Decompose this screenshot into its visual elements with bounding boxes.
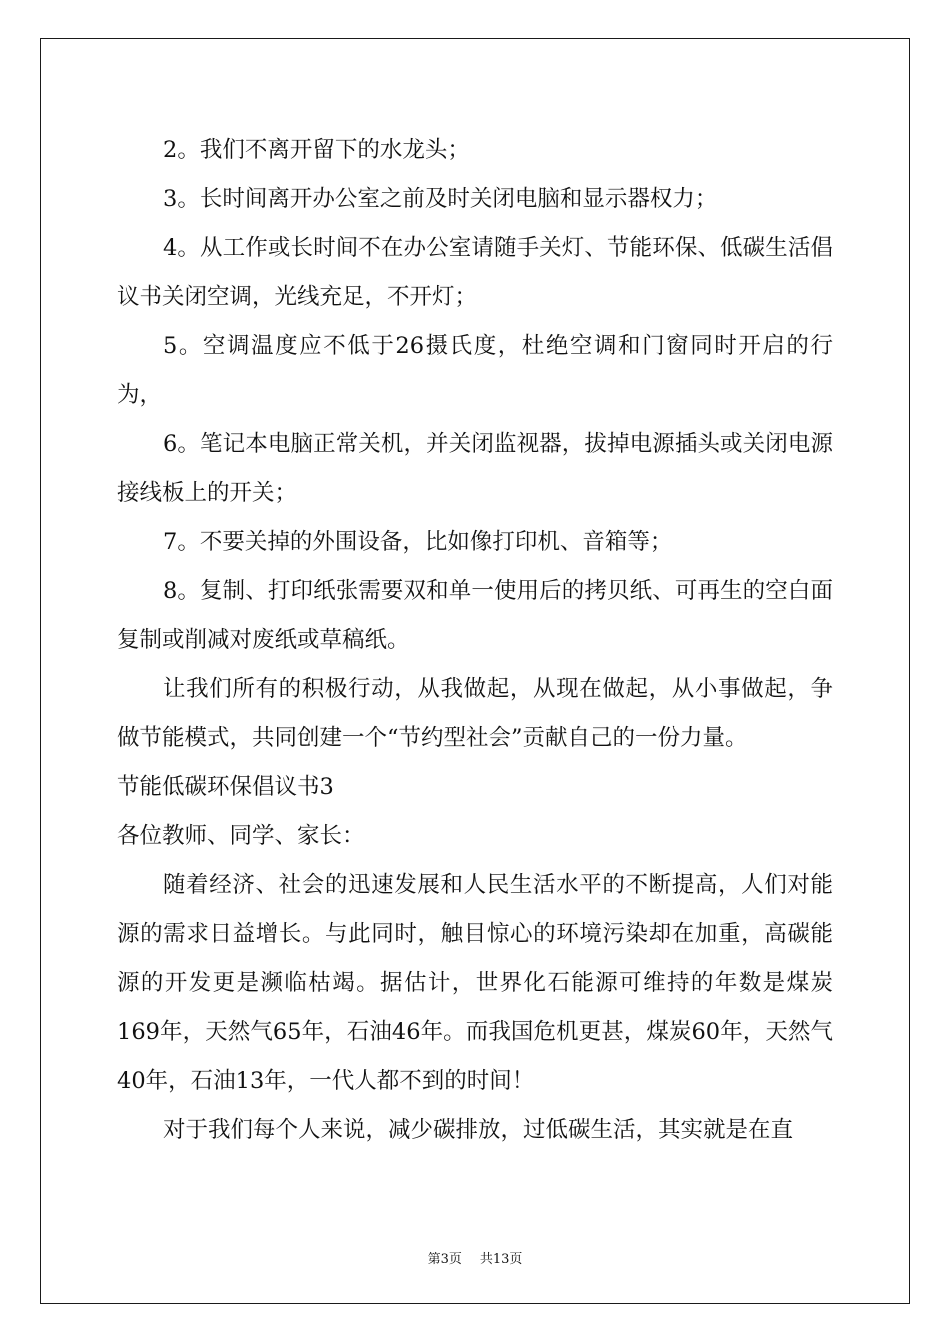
body-paragraph-continued: 对于我们每个人来说，减少碳排放，过低碳生活，其实就是在直 (163, 1117, 794, 1143)
page-number: 第3页 (427, 1252, 462, 1267)
list-item-3: 3。长时间离开办公室之前及时关闭电脑和显示器权力； (163, 186, 718, 212)
list-item-6: 6。笔记本电脑正常关机，并关闭监视器，拔掉电源插头或关闭电源接线板上的开关； (117, 431, 833, 506)
list-item-8: 8。复制、打印纸张需要双和单一使用后的拷贝纸、可再生的空白面复制或削减对废纸或草稿纸。 (117, 578, 833, 653)
closing-paragraph: 让我们所有的积极行动，从我做起，从现在做起，从小事做起，争做节能模式，共同创建一个“节约型社会”贡献自己的一份力量。 (117, 676, 833, 751)
body-paragraph: 随着经济、社会的迅速发展和人民生活水平的不断提高，人们对能源的需求日益增长。与此同时，触目惊心的环境污染却在加重，高碳能源的开发更是濒临枯竭。据估计，世界化石能源可维持的年数是煤炭169年，天然气65年，石油46年。而我国危机更甚，煤炭60年，天然气40年，石油13年，一代人都不到的时间！ (117, 872, 833, 1094)
list-item-4: 4。从工作或长时间不在办公室请随手关灯、节能环保、低碳生活倡议书关闭空调，光线充足，不开灯； (117, 235, 833, 310)
salutation: 各位教师、同学、家长： (117, 823, 365, 849)
list-item-2: 2。我们不离开留下的水龙头； (163, 137, 470, 163)
page-footer (0, 1248, 950, 1267)
section-title: 节能低碳环保倡议书3 (117, 774, 334, 800)
list-item-7: 7。不要关掉的外围设备，比如像打印机、音箱等； (163, 529, 673, 555)
document-body (117, 126, 833, 1155)
page-total: 共13页 (479, 1252, 523, 1267)
list-item-5: 5。空调温度应不低于26摄氏度，杜绝空调和门窗同时开启的行为， (117, 333, 833, 408)
